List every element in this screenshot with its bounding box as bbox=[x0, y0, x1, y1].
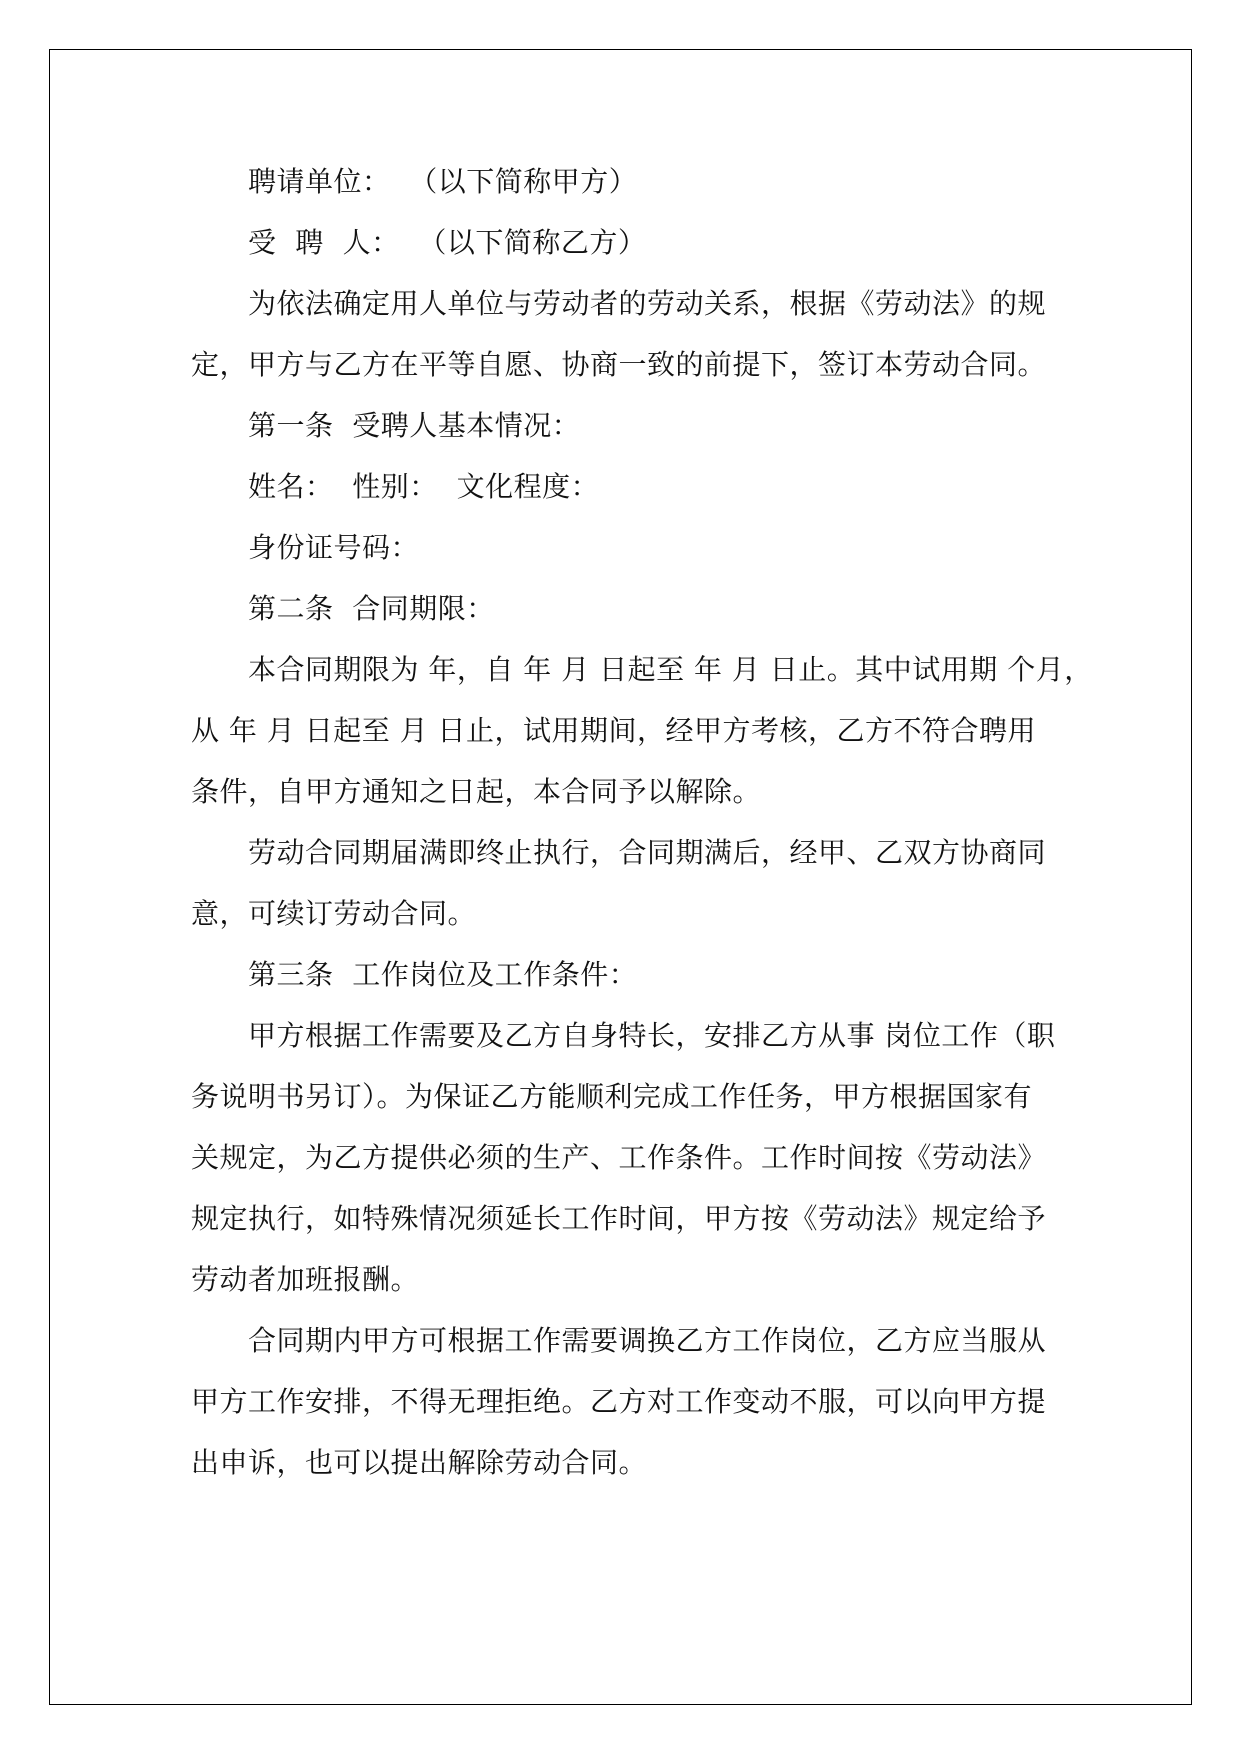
text-line: 甲方根据工作需要及乙方自身特长，安排乙方从事 岗位工作（职 bbox=[248, 1019, 1056, 1052]
text-line: 姓名： 性别： 文化程度： bbox=[248, 470, 600, 503]
text-line: 定，甲方与乙方在平等自愿、协商一致的前提下，签订本劳动合同。 bbox=[191, 348, 1047, 381]
text-line: 受 聘 人： （以下简称乙方） bbox=[248, 226, 647, 259]
contract-text bbox=[191, 151, 1093, 1493]
text-line: 出申诉，也可以提出解除劳动合同。 bbox=[191, 1446, 648, 1479]
text-line: 为依法确定用人单位与劳动者的劳动关系，根据《劳动法》的规 bbox=[248, 287, 1047, 320]
text-line: 关规定，为乙方提供必须的生产、工作条件。工作时间按《劳动法》 bbox=[191, 1141, 1047, 1174]
text-line: 本合同期限为 年，自 年 月 日起至 年 月 日止。其中试用期 个月， bbox=[248, 653, 1093, 686]
text-line: 务说明书另订）。为保证乙方能顺利完成工作任务，甲方根据国家有 bbox=[191, 1080, 1033, 1113]
text-line: 第二条 合同期限： bbox=[248, 592, 495, 625]
text-line: 合同期内甲方可根据工作需要调换乙方工作岗位，乙方应当服从 bbox=[248, 1324, 1047, 1357]
text-line: 从 年 月 日起至 月 日止，试用期间，经甲方考核，乙方不符合聘用 bbox=[191, 714, 1037, 747]
text-line: 意，可续订劳动合同。 bbox=[191, 897, 477, 930]
text-line: 第一条 受聘人基本情况： bbox=[248, 409, 581, 442]
text-line: 第三条 工作岗位及工作条件： bbox=[248, 958, 638, 991]
text-line: 聘请单位： （以下简称甲方） bbox=[248, 165, 638, 198]
text-line: 条件，自甲方通知之日起，本合同予以解除。 bbox=[191, 775, 762, 808]
text-line: 身份证号码： bbox=[248, 531, 420, 564]
text-line: 劳动者加班报酬。 bbox=[191, 1263, 420, 1296]
text-line: 规定执行，如特殊情况须延长工作时间，甲方按《劳动法》规定给予 bbox=[191, 1202, 1047, 1235]
contract-body bbox=[191, 151, 1093, 1493]
text-line: 劳动合同期届满即终止执行，合同期满后，经甲、乙双方协商同 bbox=[248, 836, 1047, 869]
text-line: 甲方工作安排，不得无理拒绝。乙方对工作变动不服，可以向甲方提 bbox=[191, 1385, 1047, 1418]
